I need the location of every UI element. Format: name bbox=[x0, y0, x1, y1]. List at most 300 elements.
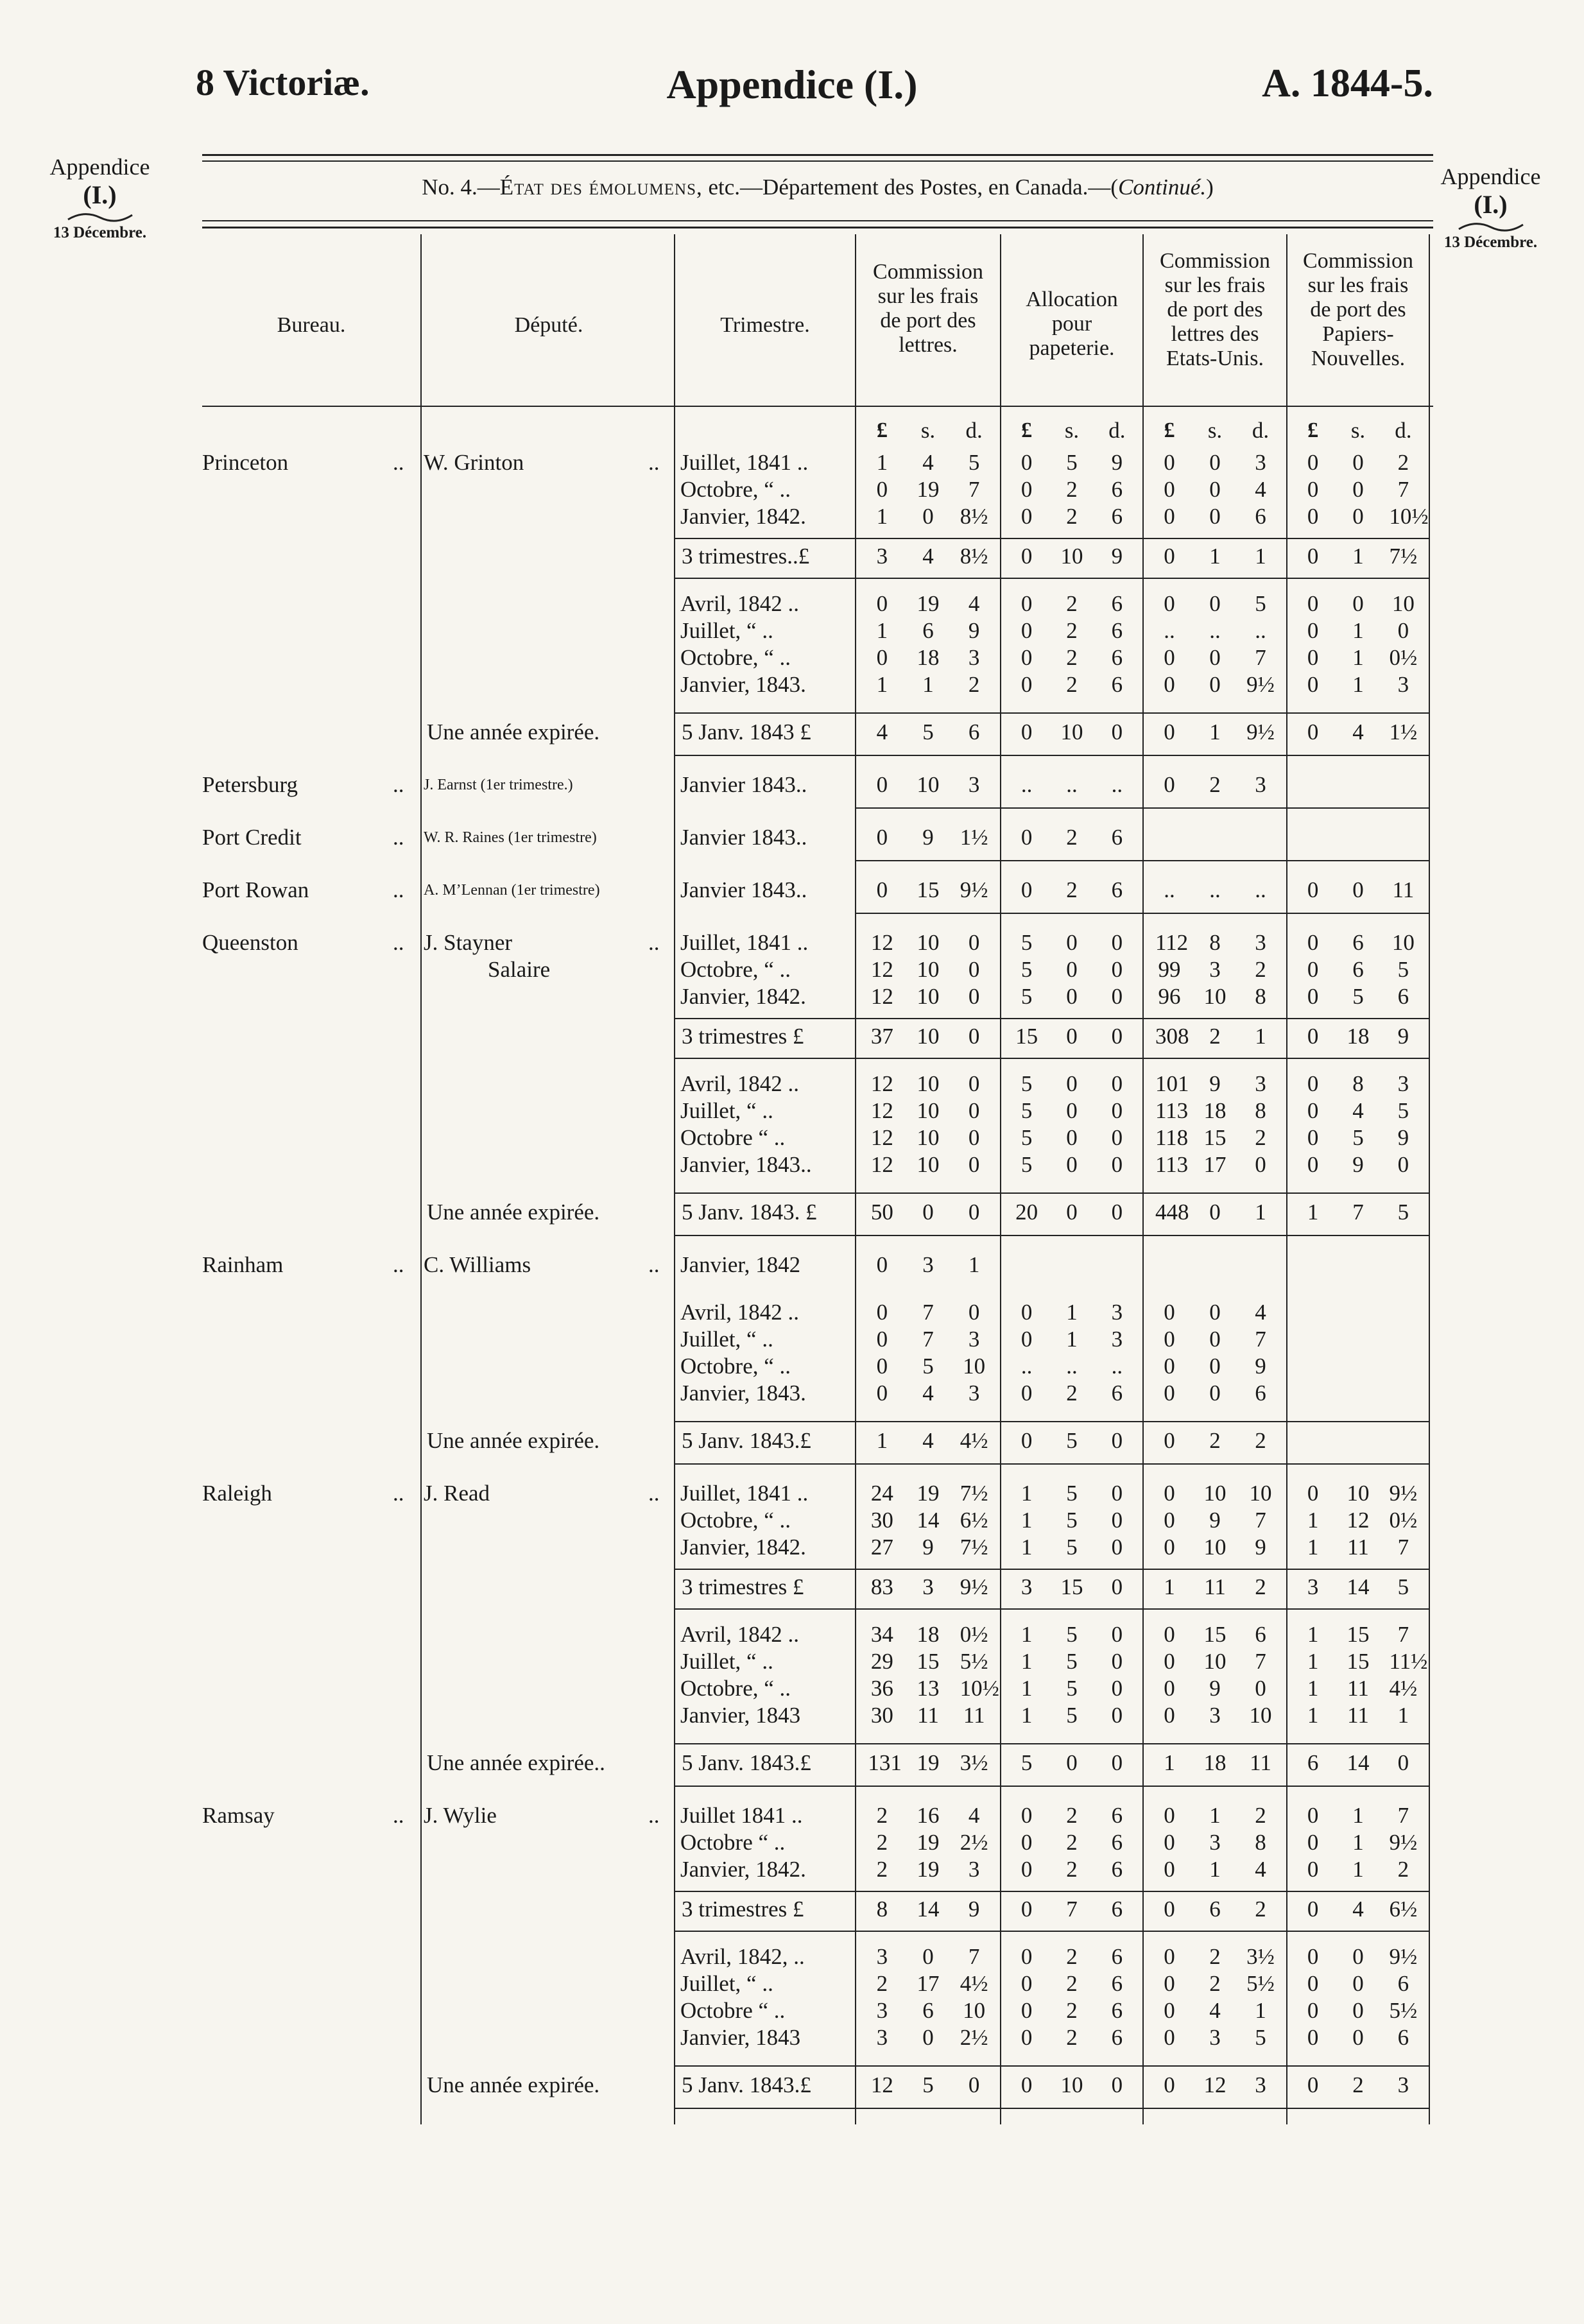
amount-cell: 4 bbox=[876, 719, 888, 745]
unit-label: £ bbox=[876, 418, 888, 442]
amount-cell: 3 bbox=[968, 1857, 980, 1882]
subtotal-label: 3 trimestres..£ bbox=[682, 544, 810, 569]
amount-cell: 3 bbox=[922, 1574, 934, 1599]
quarter-label: Janvier, 1843.. bbox=[680, 1152, 812, 1177]
amount-cell: .. bbox=[1209, 877, 1221, 902]
amount-cell: 1 bbox=[1020, 1508, 1033, 1533]
amount-cell: 0 bbox=[1111, 2072, 1123, 2097]
amount-cell: 0½ bbox=[960, 1622, 988, 1647]
amount-cell: 1 bbox=[1307, 1622, 1319, 1647]
amount-cell: 5 bbox=[1066, 1622, 1078, 1647]
amount-cell: 0 bbox=[1307, 645, 1319, 670]
amount-cell: 10 bbox=[917, 930, 940, 955]
amount-cell: 2 bbox=[1255, 1574, 1266, 1599]
amount-cell: 0 bbox=[1020, 450, 1033, 475]
margin-appendice: Appendice bbox=[49, 154, 150, 180]
amount-cell: 0 bbox=[1020, 591, 1033, 616]
amount-cell: 0 bbox=[1307, 477, 1319, 502]
amount-cell: 112 bbox=[1155, 930, 1189, 955]
amount-cell: 5 bbox=[1255, 591, 1266, 616]
amount-cell: 0 bbox=[1164, 544, 1175, 569]
amount-cell: 1 bbox=[876, 618, 888, 643]
amount-cell: 3 bbox=[1255, 450, 1266, 475]
leader-dots: .. bbox=[393, 772, 404, 797]
office-name: Rainham bbox=[202, 1252, 284, 1277]
amount-cell: 0 bbox=[1066, 1750, 1078, 1775]
amount-cell: 0 bbox=[1164, 504, 1175, 529]
amount-cell: 1 bbox=[1307, 1676, 1319, 1701]
amount-cell: 7 bbox=[1255, 645, 1266, 670]
amount-cell: 0 bbox=[1020, 672, 1033, 697]
margin-note-left bbox=[44, 154, 156, 243]
amount-cell: 14 bbox=[1347, 1750, 1370, 1775]
amount-cell: 2 bbox=[876, 1857, 888, 1882]
amount-cell: 0 bbox=[1066, 1200, 1078, 1225]
title-caps: État des émolumens, bbox=[499, 175, 703, 200]
amount-cell: 0 bbox=[1066, 1152, 1078, 1177]
row-rule bbox=[675, 1463, 1429, 1465]
amount-cell: 1 bbox=[1352, 618, 1364, 643]
amount-cell: 0 bbox=[1307, 1897, 1319, 1922]
amount-cell: 0 bbox=[922, 504, 934, 529]
amount-cell: 8 bbox=[1209, 930, 1221, 955]
column-header-commission-papiers bbox=[1287, 249, 1429, 371]
annual-label: Une année expirée. bbox=[427, 1428, 600, 1453]
amount-cell: 3 bbox=[876, 544, 888, 569]
amount-cell: 0 bbox=[1111, 1622, 1123, 1647]
office-name: Port Rowan bbox=[202, 877, 309, 902]
amount-cell: 0 bbox=[1164, 672, 1175, 697]
amount-cell: 10 bbox=[917, 957, 940, 982]
amount-cell: 0 bbox=[1066, 984, 1078, 1009]
amount-cell: 19 bbox=[917, 1750, 940, 1775]
amount-cell: 9½ bbox=[1246, 719, 1275, 745]
amount-cell: 10 bbox=[1249, 1703, 1272, 1728]
amount-cell: 2 bbox=[1397, 450, 1409, 475]
office-name: Queenston bbox=[202, 930, 298, 955]
quarter-label: Juillet, “ .. bbox=[680, 1098, 773, 1123]
amount-cell: 10 bbox=[1249, 1481, 1272, 1506]
deputy-name: J. Wylie bbox=[424, 1803, 497, 1828]
amount-cell: 2 bbox=[1352, 2072, 1364, 2097]
amount-cell: 6 bbox=[922, 1998, 934, 2023]
amount-cell: 3 bbox=[1209, 957, 1221, 982]
row-rule bbox=[675, 755, 1429, 756]
amount-cell: 5 bbox=[1066, 1508, 1078, 1533]
quarter-label: Avril, 1842, .. bbox=[680, 1944, 805, 1969]
amount-cell: 2 bbox=[1209, 1428, 1221, 1453]
amount-cell: 0 bbox=[1020, 877, 1033, 902]
amount-cell: 3 bbox=[968, 645, 980, 670]
quarter-label: Octobre, “ .. bbox=[680, 1676, 791, 1701]
amount-cell: 0 bbox=[1164, 1649, 1175, 1674]
amount-cell: 14 bbox=[917, 1897, 940, 1922]
amount-cell: 0 bbox=[1164, 1508, 1175, 1533]
amount-cell: 0 bbox=[1352, 477, 1364, 502]
amount-cell: 10 bbox=[917, 984, 940, 1009]
amount-cell: 11 bbox=[1250, 1750, 1271, 1775]
amount-cell: 0 bbox=[1111, 1098, 1123, 1123]
unit-label: d. bbox=[1252, 418, 1270, 443]
amount-cell: 1 bbox=[876, 504, 888, 529]
amount-cell: 1 bbox=[1020, 1535, 1033, 1560]
row-rule bbox=[675, 1018, 1429, 1019]
quarter-label: Janvier, 1843. bbox=[680, 672, 806, 697]
amount-cell: 1 bbox=[1352, 672, 1364, 697]
quarter-label: Janvier 1843.. bbox=[680, 772, 807, 797]
amount-cell: 2 bbox=[1066, 645, 1078, 670]
amount-cell: 0 bbox=[876, 477, 888, 502]
title-continued: Continué. bbox=[1118, 175, 1207, 200]
amount-cell: 2 bbox=[876, 1971, 888, 1996]
amount-cell: 7½ bbox=[960, 1481, 988, 1506]
amount-cell: 0 bbox=[1255, 1152, 1266, 1177]
amount-cell: 9 bbox=[968, 618, 980, 643]
title-rule-inner bbox=[202, 227, 1433, 228]
amount-cell: 4½ bbox=[1389, 1676, 1418, 1701]
row-rule bbox=[675, 1058, 1429, 1059]
amount-cell: 3½ bbox=[960, 1750, 988, 1775]
amount-cell: 7 bbox=[1397, 1622, 1409, 1647]
quarter-label: Janvier, 1842 bbox=[680, 1252, 801, 1277]
amount-cell: 0 bbox=[1307, 1803, 1319, 1828]
amount-cell: 6 bbox=[1397, 1971, 1409, 1996]
amount-cell: 0 bbox=[1352, 591, 1364, 616]
amount-cell: 1 bbox=[1209, 719, 1221, 745]
amount-cell: 0 bbox=[1209, 504, 1221, 529]
amount-cell: 0 bbox=[1164, 1676, 1175, 1701]
amount-cell: 6 bbox=[1111, 591, 1123, 616]
amount-cell: 0 bbox=[1164, 1622, 1175, 1647]
amount-cell: 2 bbox=[1397, 1857, 1409, 1882]
amount-cell: 3 bbox=[1255, 930, 1266, 955]
amount-cell: 0 bbox=[1352, 1944, 1364, 1969]
amount-cell: 0 bbox=[1066, 1125, 1078, 1150]
amount-cell: 1 bbox=[1020, 1676, 1033, 1701]
amount-cell: 5 bbox=[922, 2072, 934, 2097]
unit-label: d. bbox=[1395, 418, 1412, 443]
title-number: No. 4.— bbox=[422, 175, 500, 200]
row-rule bbox=[675, 1743, 1429, 1744]
amount-cell: 6 bbox=[1397, 984, 1409, 1009]
deputy-name: J. Earnst (1er trimestre.) bbox=[424, 777, 573, 793]
amount-cell: 9½ bbox=[1389, 1830, 1418, 1855]
amount-cell: 0 bbox=[1307, 2025, 1319, 2050]
leader-dots: .. bbox=[648, 1481, 660, 1506]
amount-cell: 0 bbox=[1209, 1300, 1221, 1325]
amount-cell: 6 bbox=[1111, 877, 1123, 902]
amount-cell: 0 bbox=[1111, 1481, 1123, 1506]
amount-cell: 1 bbox=[1255, 1200, 1266, 1225]
amount-cell: 1 bbox=[1307, 1535, 1319, 1560]
amount-cell: 5 bbox=[1020, 1071, 1033, 1096]
amount-cell: 2 bbox=[1066, 504, 1078, 529]
amount-cell: 0 bbox=[1307, 1998, 1319, 2023]
amount-cell: 0 bbox=[1020, 825, 1033, 850]
amount-cell: 1 bbox=[1066, 1300, 1078, 1325]
amount-cell: 5 bbox=[1066, 1535, 1078, 1560]
row-rule bbox=[675, 2108, 1429, 2109]
amount-cell: 0 bbox=[922, 1944, 934, 1969]
amount-cell: .. bbox=[1066, 1354, 1078, 1379]
amount-cell: 8 bbox=[1255, 984, 1266, 1009]
amount-cell: 6 bbox=[1111, 1830, 1123, 1855]
amount-cell: 0 bbox=[1020, 1327, 1033, 1352]
amount-cell: 0 bbox=[1164, 591, 1175, 616]
quarter-label: Juillet, “ .. bbox=[680, 1971, 773, 1996]
amount-cell: 0 bbox=[1307, 504, 1319, 529]
amount-cell: 6 bbox=[1255, 1622, 1266, 1647]
amount-cell: 11 bbox=[963, 1703, 985, 1728]
amount-cell: 19 bbox=[917, 1857, 940, 1882]
amount-cell: 6 bbox=[1255, 504, 1266, 529]
leader-dots: .. bbox=[393, 1252, 404, 1277]
header-line: Papiers- bbox=[1322, 322, 1394, 347]
amount-cell: 0 bbox=[1307, 591, 1319, 616]
amount-cell: 4 bbox=[922, 450, 934, 475]
unit-label: £ bbox=[1307, 418, 1319, 442]
amount-cell: 2 bbox=[1209, 1024, 1221, 1049]
amount-cell: .. bbox=[1255, 618, 1266, 643]
amount-cell: 0 bbox=[1111, 1071, 1123, 1096]
office-name: Port Credit bbox=[202, 825, 302, 850]
amount-cell: .. bbox=[1255, 877, 1266, 902]
amount-cell: 3 bbox=[968, 1381, 980, 1406]
amount-cell: 0 bbox=[1209, 450, 1221, 475]
amount-cell: 19 bbox=[917, 1830, 940, 1855]
amount-cell: 0 bbox=[1020, 1803, 1033, 1828]
amount-cell: 18 bbox=[1203, 1098, 1227, 1123]
amount-cell: 10 bbox=[1391, 591, 1415, 616]
amount-cell: 1½ bbox=[1389, 719, 1418, 745]
amount-cell: 3 bbox=[876, 1998, 888, 2023]
amount-cell: 0 bbox=[1164, 1803, 1175, 1828]
amount-cell: 0 bbox=[1209, 477, 1221, 502]
office-name: Raleigh bbox=[202, 1481, 272, 1506]
title-middle: etc.—Département des Postes, en Canada.—( bbox=[702, 175, 1119, 200]
amount-cell: 7 bbox=[1397, 1535, 1409, 1560]
quarter-label: Avril, 1842 .. bbox=[680, 591, 800, 616]
amount-cell: 0 bbox=[1111, 1703, 1123, 1728]
amount-cell: 8 bbox=[1352, 1071, 1364, 1096]
header-line: Commission bbox=[1303, 249, 1413, 273]
quarter-label: Janvier, 1843 bbox=[680, 2025, 801, 2050]
amount-cell: 0 bbox=[1164, 2025, 1175, 2050]
amount-cell: 0 bbox=[1111, 1574, 1123, 1599]
amount-cell: 3 bbox=[1255, 1071, 1266, 1096]
amount-cell: 2 bbox=[1066, 2025, 1078, 2050]
amount-cell: 8½ bbox=[960, 504, 988, 529]
amount-cell: 0 bbox=[1066, 930, 1078, 955]
amount-cell: 0 bbox=[1111, 1535, 1123, 1560]
amount-cell: 10½ bbox=[1389, 504, 1429, 529]
leader-dots: .. bbox=[393, 825, 404, 850]
amount-cell: 3 bbox=[1397, 2072, 1409, 2097]
quarter-label: Janvier, 1843 bbox=[680, 1703, 801, 1728]
amount-cell: 0 bbox=[1307, 1857, 1319, 1882]
amount-cell: 9½ bbox=[960, 877, 988, 902]
amount-cell: 0 bbox=[922, 2025, 934, 2050]
amount-cell: 1 bbox=[1307, 1703, 1319, 1728]
amount-cell: 3 bbox=[876, 1944, 888, 1969]
amount-cell: 5 bbox=[1397, 957, 1409, 982]
amount-cell: 11 bbox=[1204, 1574, 1226, 1599]
amount-cell: 11 bbox=[917, 1703, 939, 1728]
amount-cell: 0 bbox=[1164, 1944, 1175, 1969]
amount-cell: 3 bbox=[1111, 1327, 1123, 1352]
amount-cell: 0 bbox=[1209, 1327, 1221, 1352]
amount-cell: 10 bbox=[1060, 719, 1083, 745]
deputy-name: J. Read bbox=[424, 1481, 490, 1506]
column-header-commission-etats-unis bbox=[1144, 249, 1286, 371]
amount-cell: 8 bbox=[1255, 1830, 1266, 1855]
amount-cell: 36 bbox=[870, 1676, 893, 1701]
amount-cell: 1 bbox=[1352, 1857, 1364, 1882]
amount-cell: 10 bbox=[917, 1098, 940, 1123]
amount-cell: 11 bbox=[1347, 1676, 1369, 1701]
amount-cell: 5 bbox=[1020, 930, 1033, 955]
amount-cell: 0 bbox=[1020, 544, 1033, 569]
amount-cell: 6 bbox=[1111, 1803, 1123, 1828]
amount-cell: 2 bbox=[1066, 618, 1078, 643]
amount-cell: 0 bbox=[1209, 1354, 1221, 1379]
amount-cell: 13 bbox=[917, 1676, 940, 1701]
amount-cell: 2 bbox=[1066, 477, 1078, 502]
amount-cell: 0 bbox=[1307, 719, 1319, 745]
amount-cell: 0 bbox=[968, 1300, 980, 1325]
amount-cell: 5 bbox=[1020, 1750, 1033, 1775]
quarter-label: Avril, 1842 .. bbox=[680, 1622, 800, 1647]
amount-cell: 131 bbox=[868, 1750, 902, 1775]
amount-cell: 30 bbox=[870, 1508, 893, 1533]
annual-total-label: 5 Janv. 1843.£ bbox=[682, 1750, 811, 1775]
amount-cell: 3 bbox=[1020, 1574, 1033, 1599]
column-header-bureau: Bureau. bbox=[277, 313, 346, 337]
amount-cell: 0 bbox=[1352, 1998, 1364, 2023]
amount-cell: 4 bbox=[1352, 719, 1364, 745]
amount-cell: 9½ bbox=[1246, 672, 1275, 697]
amount-cell: 6 bbox=[1352, 957, 1364, 982]
amount-cell: 10½ bbox=[960, 1676, 999, 1701]
amount-cell: 1 bbox=[968, 1252, 980, 1277]
amount-cell: 1 bbox=[1020, 1649, 1033, 1674]
amount-cell: 0 bbox=[876, 1252, 888, 1277]
header-session: 8 Victoriæ. bbox=[196, 62, 370, 103]
unit-label: £ bbox=[1164, 418, 1175, 442]
amount-cell: 5 bbox=[1066, 1703, 1078, 1728]
amount-cell: 4 bbox=[1255, 1300, 1266, 1325]
amount-cell: 7 bbox=[922, 1327, 934, 1352]
quarter-label: Juillet, “ .. bbox=[680, 1649, 773, 1674]
row-rule bbox=[675, 1192, 1429, 1194]
amount-cell: 24 bbox=[870, 1481, 893, 1506]
amount-cell: 10 bbox=[1203, 1535, 1227, 1560]
quarter-label: Janvier, 1842. bbox=[680, 1535, 806, 1560]
amount-cell: 0 bbox=[1397, 618, 1409, 643]
deputy-name: J. Stayner bbox=[424, 930, 513, 955]
table-title bbox=[202, 175, 1433, 200]
margin-appendix-number: (I.) bbox=[83, 180, 117, 210]
amount-cell: 6 bbox=[1111, 1998, 1123, 2023]
column-rule bbox=[1000, 234, 1001, 2124]
amount-cell: 0 bbox=[1397, 1152, 1409, 1177]
amount-cell: 2 bbox=[876, 1803, 888, 1828]
amount-cell: 12 bbox=[870, 1125, 893, 1150]
top-rule-inner bbox=[202, 160, 1433, 162]
subtotal-label: 3 trimestres £ bbox=[682, 1897, 804, 1922]
amount-cell: 2 bbox=[1255, 957, 1266, 982]
amount-cell: 6 bbox=[1111, 1857, 1123, 1882]
row-rule bbox=[675, 1786, 1429, 1787]
amount-cell: 20 bbox=[1015, 1200, 1038, 1225]
amount-cell: 6½ bbox=[1389, 1897, 1418, 1922]
amount-cell: 0 bbox=[1209, 645, 1221, 670]
amount-cell: 10 bbox=[963, 1998, 986, 2023]
amount-cell: 5 bbox=[922, 1354, 934, 1379]
amount-cell: 5 bbox=[1066, 1649, 1078, 1674]
amount-cell: .. bbox=[1066, 772, 1078, 797]
amount-cell: 0 bbox=[922, 1200, 934, 1225]
amount-cell: 6 bbox=[1209, 1897, 1221, 1922]
amount-cell: 4 bbox=[968, 1803, 980, 1828]
amount-cell: 99 bbox=[1158, 957, 1181, 982]
quarter-label: Janvier, 1842. bbox=[680, 984, 806, 1009]
amount-cell: 0 bbox=[1020, 1300, 1033, 1325]
amount-cell: 7 bbox=[1066, 1897, 1078, 1922]
amount-cell: 9 bbox=[922, 1535, 934, 1560]
amount-cell: 7½ bbox=[1389, 544, 1418, 569]
amount-cell: 27 bbox=[870, 1535, 893, 1560]
header-line: Allocation bbox=[1026, 288, 1118, 311]
amount-cell: 6 bbox=[1111, 618, 1123, 643]
amount-cell: 83 bbox=[870, 1574, 893, 1599]
margin-date: 13 Décembre. bbox=[53, 224, 147, 242]
amount-cell: 5½ bbox=[1389, 1998, 1418, 2023]
amount-cell: 0 bbox=[876, 1354, 888, 1379]
amount-cell: 113 bbox=[1155, 1098, 1189, 1123]
amount-cell: 9 bbox=[1209, 1676, 1221, 1701]
amount-cell: 1 bbox=[1352, 544, 1364, 569]
quarter-label: Janvier 1843.. bbox=[680, 877, 807, 902]
row-rule bbox=[675, 712, 1429, 714]
column-header-commission-lettres bbox=[856, 260, 1000, 357]
amount-cell: 0 bbox=[876, 645, 888, 670]
amount-cell: 12 bbox=[870, 1098, 893, 1123]
amount-cell: 0 bbox=[876, 591, 888, 616]
title-rule bbox=[202, 220, 1433, 221]
header-line: Commission bbox=[873, 260, 983, 284]
amount-cell: .. bbox=[1209, 618, 1221, 643]
deputy-name: W. R. Raines (1er trimestre) bbox=[424, 829, 597, 846]
amount-cell: 0 bbox=[1164, 450, 1175, 475]
amount-cell: 0 bbox=[876, 825, 888, 850]
amount-cell: 5 bbox=[922, 719, 934, 745]
amount-cell: 0 bbox=[876, 772, 888, 797]
quarter-label: Juillet, 1841 .. bbox=[680, 930, 809, 955]
amount-cell: 2 bbox=[1066, 1998, 1078, 2023]
amount-cell: 10 bbox=[917, 1125, 940, 1150]
quarter-label: Octobre, “ .. bbox=[680, 1508, 791, 1533]
amount-cell: 0 bbox=[1066, 1098, 1078, 1123]
amount-cell: 0 bbox=[1164, 645, 1175, 670]
amount-cell: 113 bbox=[1155, 1152, 1189, 1177]
amount-cell: 0 bbox=[1209, 672, 1221, 697]
amount-cell: 0 bbox=[1164, 1535, 1175, 1560]
top-rule bbox=[202, 154, 1433, 156]
amount-cell: 1 bbox=[1307, 1508, 1319, 1533]
amount-cell: 5 bbox=[1397, 1098, 1409, 1123]
quarter-label: Octobre, “ .. bbox=[680, 957, 791, 982]
